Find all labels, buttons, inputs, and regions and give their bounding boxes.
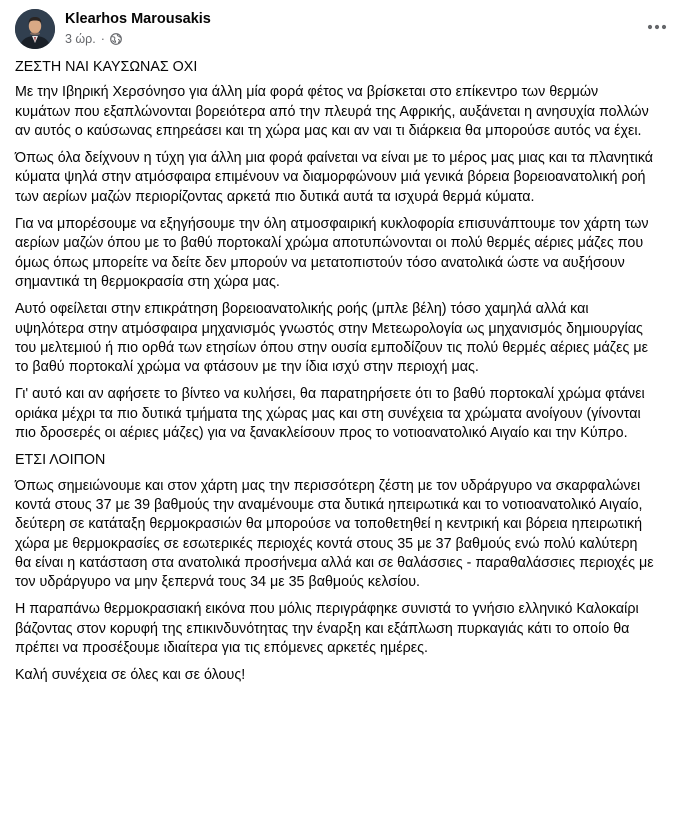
post-meta — [65, 31, 211, 47]
post-paragraph: Για να μπορέσουμε να εξηγήσουμε την όλη ατμοσφαιρική κυκλοφορία επισυνάπτουμε τον χάρτη των αερίων μαζών όπου με το βαθύ πορτοκαλί χρώμα αποτυπώνονται οι πολύ θερμές αέριες μάζες που όμως όπως μπορείτε να δείτε δεν μπορούν να μετατοπιστούν τόσο ανατολικά ώστε να αυξήσουν σημαντικά τη θερμοκρασία στη χώρα μας. — [15, 216, 649, 290]
post-paragraph-title: ΖΕΣΤΗ ΝΑΙ ΚΑΥΣΩΝΑΣ ΟΧΙ — [15, 59, 198, 75]
post-paragraph: Γι' αυτό και αν αφήσετε το βίντεο να κυλήσει, θα παρατηρήσετε ότι το βαθύ πορτοκαλί χρώμα φτάνει οριάκα μέχρι τα πιο δυτικά τμήματα της χώρας μας και στη συνέχεια τα χρώματα ανοίγουν (γίνονται πιο δροσερές οι αέριες μάζες) για να ξανακλείσουν προς το νοτιοανατολικό Αιγαίο και την Κύπρο. — [15, 386, 645, 442]
author-block — [65, 10, 211, 47]
post-paragraph: Καλή συνέχεια σε όλες και σε όλους! — [15, 667, 246, 684]
more-options-icon — [647, 24, 667, 30]
globe-icon[interactable] — [110, 33, 122, 45]
post-paragraph: Όπως όλα δείχνουν η τύχη για άλλη μια φορά φαίνεται να είναι με το μέρος μας μιας και τα πλανητικά κύματα ψηλά στην ατμόσφαιρα επιμένουν να διαμορφώνουν μιά γενικά βόρεια βορειοανατολική ροή των αερίων μαζών περιορίζοντας αρκετά πιο δυτικά αυτά τα ισχυρά θερμά κύματα. — [15, 150, 654, 205]
post-paragraph: Με την Ιβηρική Χερσόνησο για άλλη μία φορά φέτος να βρίσκεται στο επίκεντρο των θερμών κυμάτων που εξαπλώνονται βορειότερα από την πλευρά της Αφρικής, αυξάνεται η ανησυχία πολλών αν αυτός ο καύσωνας επηρεάσει και τη χώρα μας και αν ναι τι διάρκεια θα μπορούσε αυτός να έχει. — [15, 84, 649, 139]
avatar-image-icon — [15, 9, 55, 49]
post-paragraph: Αυτό οφείλεται στην επικράτηση βορειοανατολικής ροής (μπλε βέλη) τόσο χαμηλά αλλά και υψηλότερα στην ατμόσφαιρα μηχανισμός γνωστός στην Μετεωρολογία ως μηχανισμός δημιουργίας του μελτεμιού ή πιο ορθά των ετησίων όπου στην ουσία εμποδίζουν τις πολύ θερμές αέριες μάζες με το βαθύ πορτοκαλί χρώμα να φτάσουν με την ίδια ισχύ στην περιοχή μας. — [15, 301, 648, 376]
meta-separator: · — [100, 32, 105, 46]
post-header — [15, 9, 673, 51]
post-content — [15, 58, 655, 694]
more-options-button[interactable] — [643, 13, 671, 41]
post-paragraph: Όπως σημειώνουμε και στον χάρτη μας την περισσότερη ζέστη με τον υδράργυρο να σκαρφαλώνει κοντά στους 37 με 39 βαθμούς την αναμένουμε στα δυτικά ηπειρωτικά και το νοτιοανατολικό Αιγαίο, δεύτερη σε κατάταξη θερμοκρασιών θα μπορούσε να τοποθετηθεί η κεντρική και βόρεια ηπειρωτική χώρα με θερμοκρασίες σε εσωτερικές περιοχές κοντά στους 35 με 37 βαθμούς ενώ πολύ καλύτερη θα είναι η κατάσταση στα ανατολικά προσήνεμα αλλά και σε θαλάσσιες - παραθαλάσσιες περιοχές με τον υδράργυρο να μην ξεπερνά τους 34 με 35 βαθμούς κελσίου. — [15, 477, 654, 591]
post-paragraph-heading: ΕΤΣΙ ΛΟΙΠΟΝ — [15, 452, 106, 469]
post-paragraph: Η παραπάνω θερμοκρασιακή εικόνα που μόλις περιγράφηκε συνιστά το γνήσιο ελληνικό Καλοκαίρι βάζοντας στον κορυφή της επικινδυνότητας την έναρξη και εξάπλωση πυρκαγιάς κάτι το οποίο θα πρέπει να προσέξουμε ιδιαίτερα για τις επόμενες αρκετές ημέρες. — [15, 601, 639, 657]
author-name[interactable]: Klearhos Marousakis — [65, 11, 211, 27]
post-time[interactable]: 3 ώρ. — [65, 32, 96, 46]
avatar[interactable] — [15, 9, 55, 49]
